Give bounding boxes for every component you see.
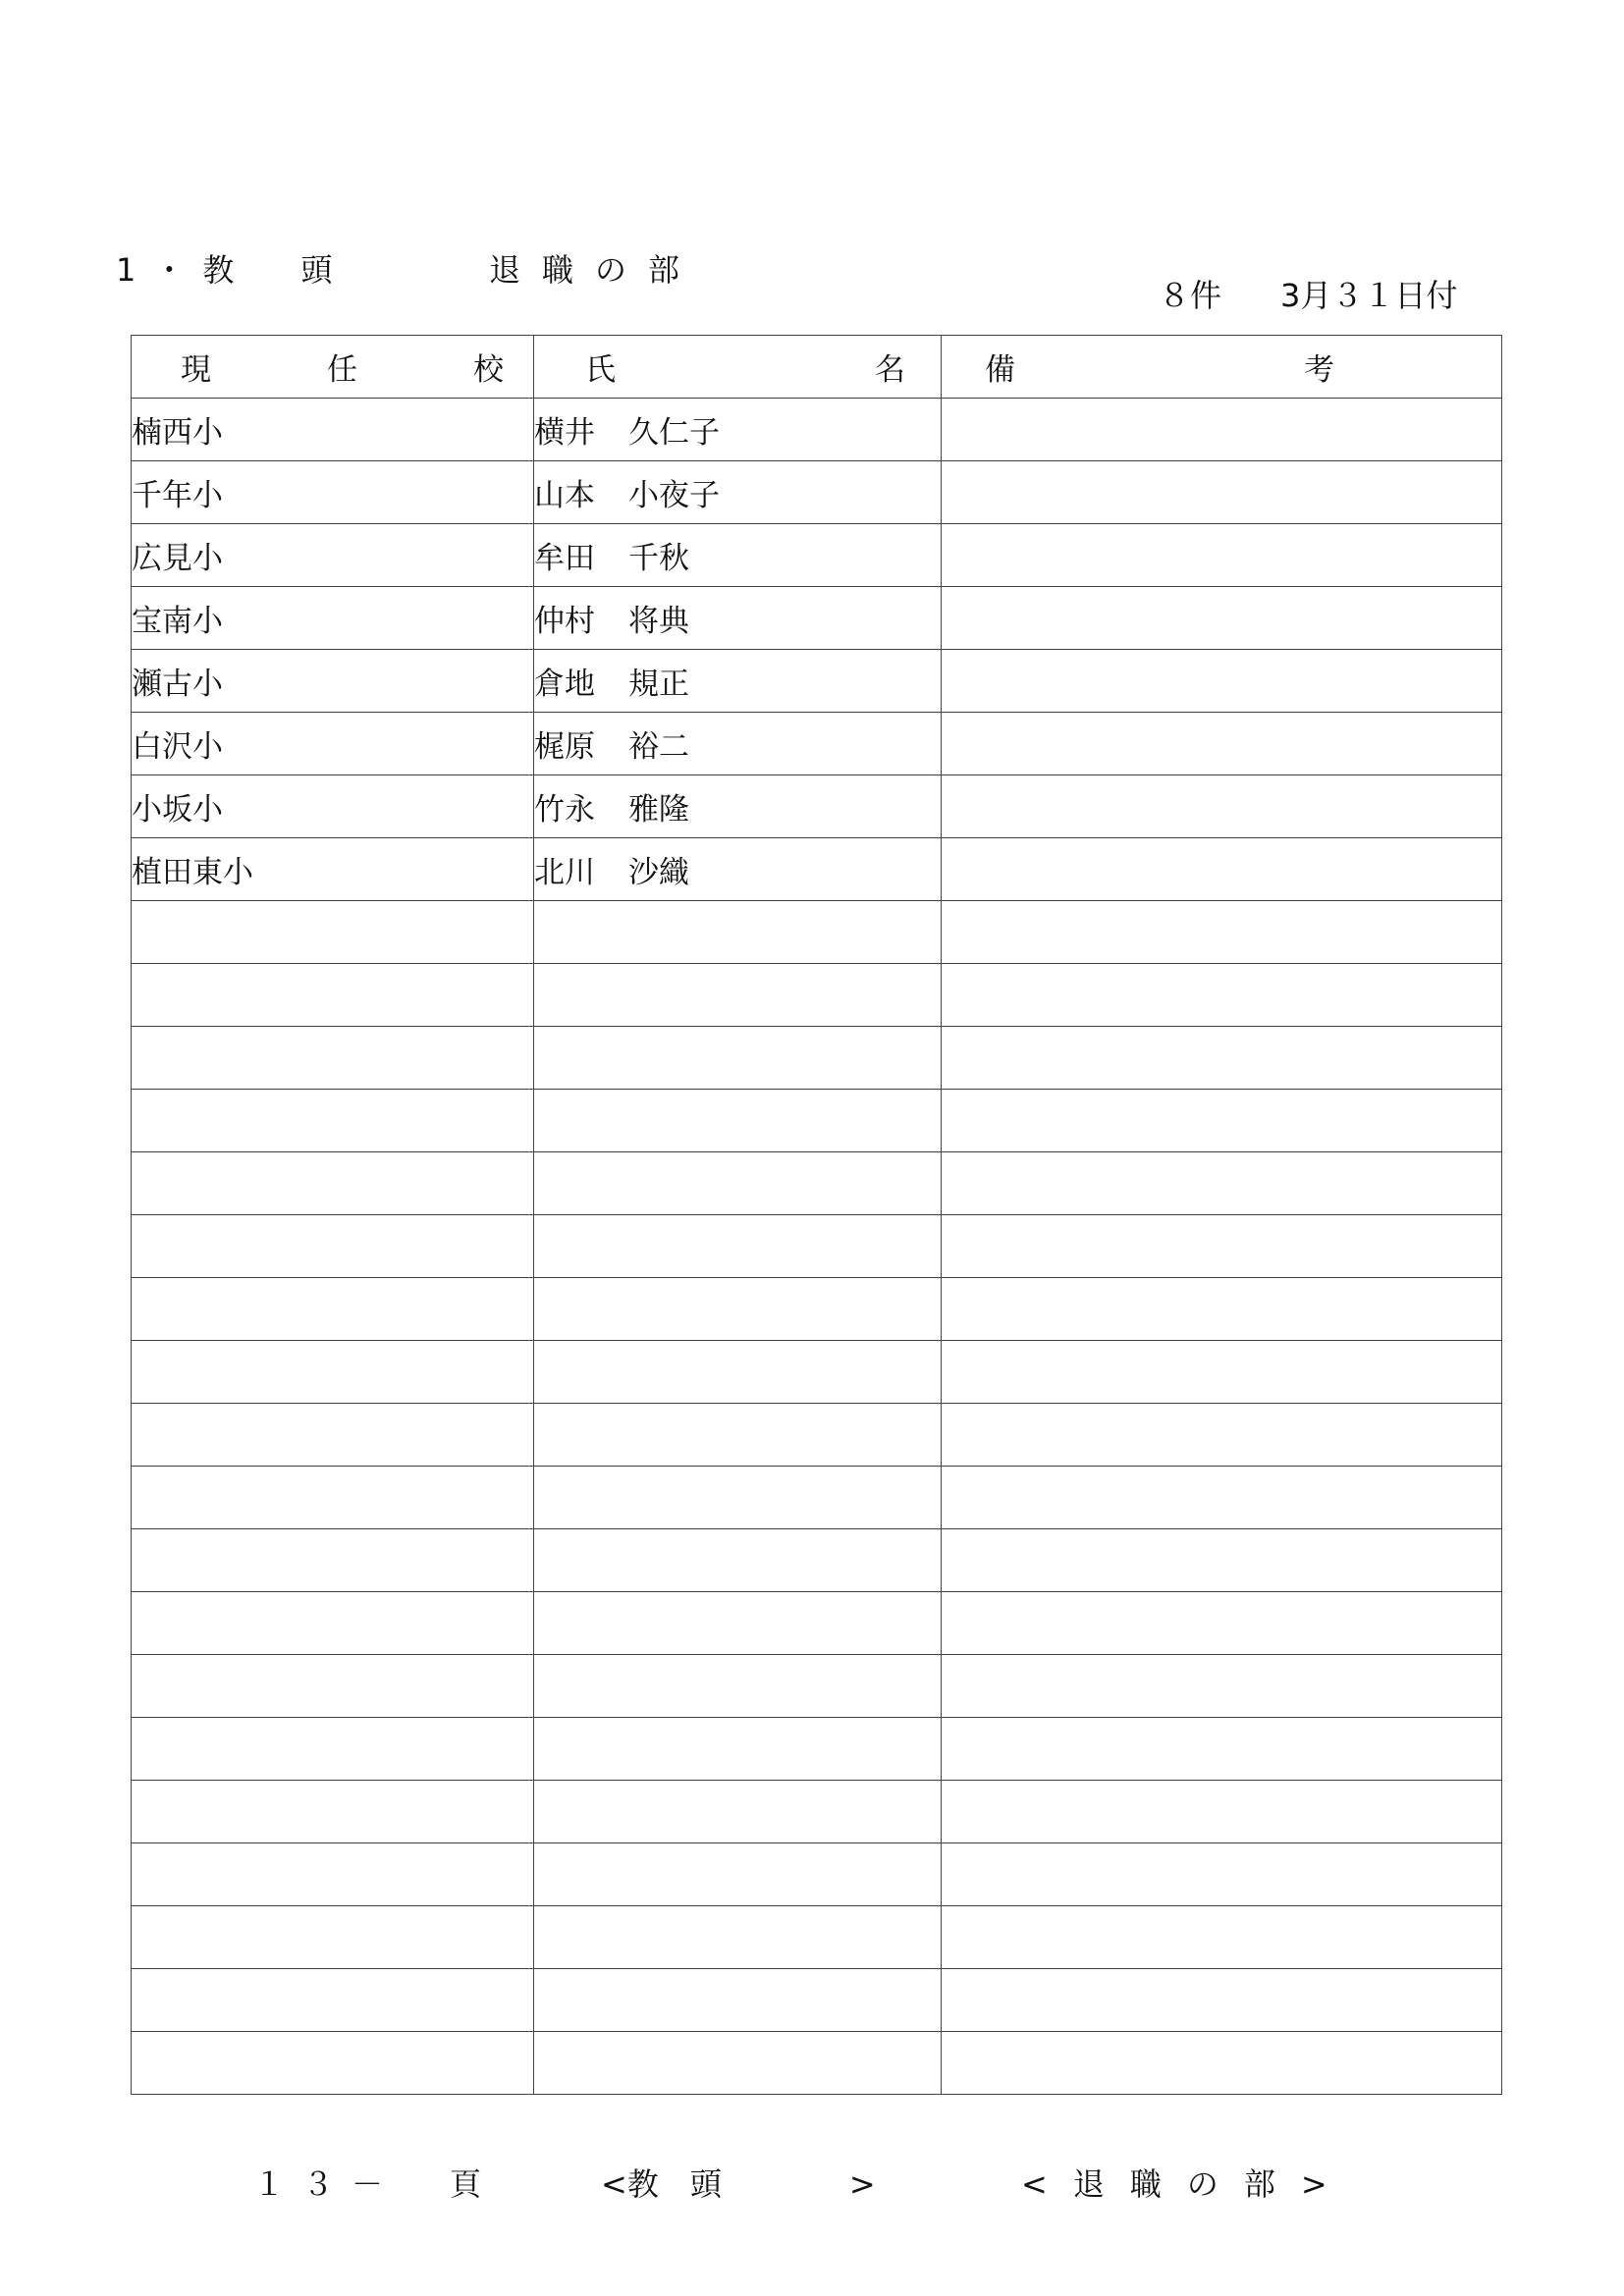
school-cell	[132, 1592, 534, 1655]
count-date	[1159, 271, 1457, 316]
empty-table-row	[132, 1467, 1502, 1529]
name-cell	[534, 524, 942, 587]
given-name: 将典	[628, 604, 689, 639]
remarks-cell	[942, 1467, 1502, 1529]
given-name: 裕二	[628, 729, 689, 765]
empty-table-row	[132, 1090, 1502, 1152]
empty-table-row	[132, 1404, 1502, 1467]
school-cell: 広見小	[132, 524, 534, 587]
given-name: 規正	[628, 667, 689, 702]
section-title: 退職の部	[489, 251, 702, 289]
header-char: 校	[473, 352, 504, 388]
name-cell	[534, 587, 942, 650]
school-cell: 瀬古小	[132, 650, 534, 713]
empty-table-row	[132, 1969, 1502, 2032]
empty-table-row	[132, 1529, 1502, 1592]
empty-table-row	[132, 1655, 1502, 1718]
empty-table-row	[132, 1592, 1502, 1655]
table-row	[132, 461, 1502, 524]
name-cell	[534, 1027, 942, 1090]
name-cell	[534, 901, 942, 964]
empty-table-row	[132, 964, 1502, 1027]
name-cell	[534, 1467, 942, 1529]
header-name	[534, 336, 942, 399]
remarks-cell	[942, 964, 1502, 1027]
given-name: 千秋	[628, 541, 689, 576]
school-cell	[132, 1027, 534, 1090]
empty-table-row	[132, 1278, 1502, 1341]
remarks-cell	[942, 1027, 1502, 1090]
remarks-cell	[942, 1404, 1502, 1467]
school-cell	[132, 1781, 534, 1843]
school-cell: 楠西小	[132, 399, 534, 461]
family-name: 竹永	[534, 792, 595, 828]
empty-table-row	[132, 1718, 1502, 1781]
family-name: 梶原	[534, 729, 595, 765]
name-cell	[534, 1341, 942, 1404]
name-cell	[534, 1529, 942, 1592]
roster-body	[132, 399, 1502, 2095]
remarks-cell	[942, 1152, 1502, 1215]
school-cell	[132, 1843, 534, 1906]
name-cell	[534, 713, 942, 775]
document-title: 1・教 頭	[116, 251, 351, 289]
effective-date: 3月３１日付	[1280, 277, 1458, 314]
header-remarks	[942, 336, 1502, 399]
header-char: 名	[875, 352, 905, 388]
remarks-cell	[942, 1592, 1502, 1655]
header-char: 考	[1304, 352, 1334, 388]
roster-table	[131, 335, 1502, 2095]
school-cell: 千年小	[132, 461, 534, 524]
school-cell	[132, 1090, 534, 1152]
given-name: 雅隆	[628, 792, 689, 828]
name-cell	[534, 1215, 942, 1278]
remarks-cell	[942, 713, 1502, 775]
table-row	[132, 399, 1502, 461]
family-name: 牟田	[534, 541, 595, 576]
name-cell	[534, 1781, 942, 1843]
empty-table-row	[132, 901, 1502, 964]
remarks-cell	[942, 2032, 1502, 2095]
family-name: 倉地	[534, 667, 595, 702]
header-current-school	[132, 336, 534, 399]
school-cell	[132, 1969, 534, 2032]
remarks-cell	[942, 1215, 1502, 1278]
table-row	[132, 650, 1502, 713]
remarks-cell	[942, 1843, 1502, 1906]
name-cell	[534, 1655, 942, 1718]
school-cell	[132, 1718, 534, 1781]
given-name: 久仁子	[628, 415, 720, 451]
remarks-cell	[942, 1090, 1502, 1152]
empty-table-row	[132, 1781, 1502, 1843]
page-number: １３－	[253, 2165, 402, 2203]
table-row	[132, 587, 1502, 650]
table-row	[132, 713, 1502, 775]
empty-table-row	[132, 1027, 1502, 1090]
remarks-cell	[942, 1341, 1502, 1404]
school-cell	[132, 1467, 534, 1529]
remarks-cell	[942, 1906, 1502, 1969]
name-cell	[534, 2032, 942, 2095]
header-char: 備	[985, 352, 1015, 388]
table-row	[132, 775, 1502, 838]
name-cell	[534, 461, 942, 524]
school-cell	[132, 1529, 534, 1592]
remarks-cell	[942, 1969, 1502, 2032]
name-cell	[534, 1592, 942, 1655]
name-cell	[534, 964, 942, 1027]
family-name: 仲村	[534, 604, 595, 639]
remarks-cell	[942, 1278, 1502, 1341]
remarks-cell	[942, 587, 1502, 650]
school-cell: 植田東小	[132, 838, 534, 901]
school-cell	[132, 1215, 534, 1278]
header-char: 任	[327, 352, 357, 388]
school-cell: 宝南小	[132, 587, 534, 650]
empty-table-row	[132, 1906, 1502, 1969]
name-cell	[534, 1906, 942, 1969]
name-cell	[534, 775, 942, 838]
name-cell	[534, 650, 942, 713]
given-name: 小夜子	[628, 478, 720, 513]
name-cell	[534, 1404, 942, 1467]
name-cell	[534, 1152, 942, 1215]
school-cell	[132, 1341, 534, 1404]
remarks-cell	[942, 399, 1502, 461]
school-cell	[132, 901, 534, 964]
remarks-cell	[942, 1529, 1502, 1592]
school-cell: 白沢小	[132, 713, 534, 775]
name-cell	[534, 1718, 942, 1781]
name-cell	[534, 1090, 942, 1152]
empty-table-row	[132, 2032, 1502, 2095]
remarks-cell	[942, 1781, 1502, 1843]
name-cell	[534, 1278, 942, 1341]
position-bracket: >	[848, 2165, 876, 2203]
header-char: 現	[181, 352, 211, 388]
table-row	[132, 524, 1502, 587]
empty-table-row	[132, 1341, 1502, 1404]
school-cell	[132, 1906, 534, 1969]
name-cell	[534, 838, 942, 901]
position-label: <教 頭	[601, 2165, 722, 2203]
school-cell	[132, 1404, 534, 1467]
family-name: 横井	[534, 415, 595, 451]
name-cell	[534, 1843, 942, 1906]
empty-table-row	[132, 1215, 1502, 1278]
footer-page	[253, 2160, 499, 2205]
remarks-cell	[942, 1718, 1502, 1781]
empty-table-row	[132, 1152, 1502, 1215]
school-cell	[132, 964, 534, 1027]
remarks-cell	[942, 775, 1502, 838]
footer-position	[601, 2160, 876, 2205]
family-name: 北川	[534, 855, 595, 890]
name-cell	[534, 399, 942, 461]
school-cell	[132, 1152, 534, 1215]
remarks-cell	[942, 1655, 1502, 1718]
page-label: 頁	[450, 2165, 500, 2203]
family-name: 山本	[534, 478, 595, 513]
school-cell	[132, 1278, 534, 1341]
name-cell	[534, 1969, 942, 2032]
table-row	[132, 838, 1502, 901]
header-char: 氏	[585, 352, 616, 388]
school-cell	[132, 2032, 534, 2095]
footer-section: <退職の部>	[1021, 2165, 1353, 2203]
remarks-cell	[942, 650, 1502, 713]
remarks-cell	[942, 901, 1502, 964]
record-count: ８件	[1159, 277, 1222, 314]
school-cell: 小坂小	[132, 775, 534, 838]
remarks-cell	[942, 461, 1502, 524]
remarks-cell	[942, 838, 1502, 901]
empty-table-row	[132, 1843, 1502, 1906]
given-name: 沙織	[628, 855, 689, 890]
table-header-row	[132, 336, 1502, 399]
school-cell	[132, 1655, 534, 1718]
remarks-cell	[942, 524, 1502, 587]
